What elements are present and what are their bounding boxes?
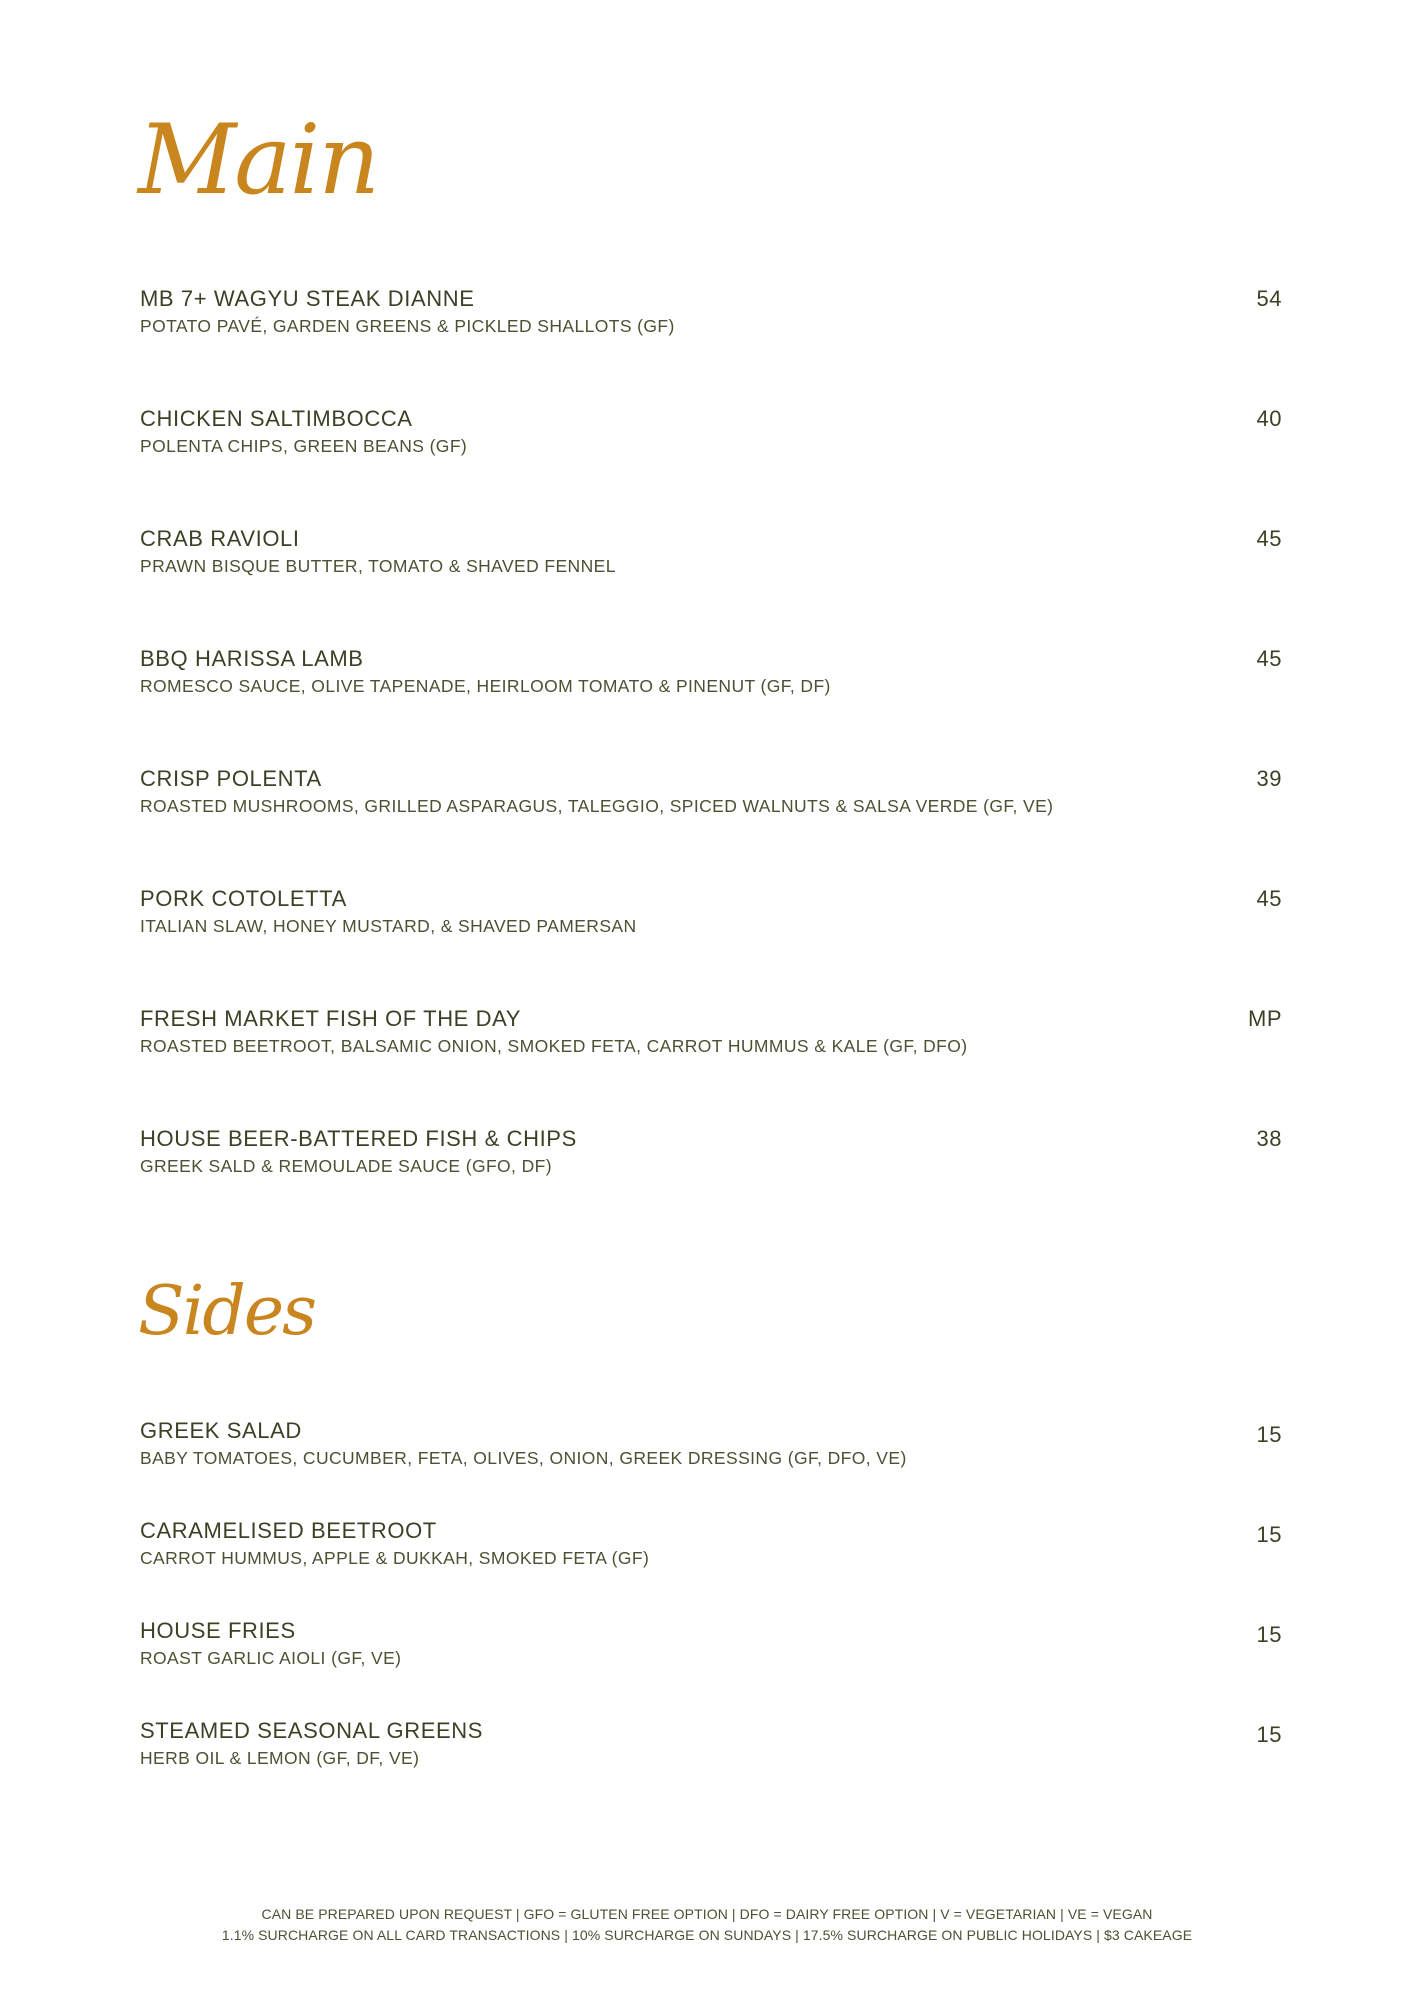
item-description: CARROT HUMMUS, APPLE & DUKKAH, SMOKED FETA (GF) xyxy=(140,1548,650,1568)
item-name: FRESH MARKET FISH OF THE DAY xyxy=(140,1006,522,1031)
item-price: 45 xyxy=(1256,886,1282,911)
item-price: MP xyxy=(1248,1006,1282,1031)
surcharge-notice: 1.1% SURCHARGE ON ALL CARD TRANSACTIONS | 10% SURCHARGE ON SUNDAYS | 17.5% SURCHARGE ON PUBLIC HOLIDAYS | $3 CAKEAGE xyxy=(221,1927,1193,1943)
item-price: 15 xyxy=(1256,1422,1282,1447)
menu-item-wagyu-steak-dianne xyxy=(140,284,1282,404)
item-name: GREEK SALAD xyxy=(140,1418,302,1443)
menu-item-crab-ravioli xyxy=(140,524,1282,644)
menu-item-crisp-polenta xyxy=(140,764,1282,884)
item-description: ROMESCO SAUCE, OLIVE TAPENADE, HEIRLOOM TOMATO & PINENUT (GF, DF) xyxy=(140,676,831,696)
menu-item-bbq-harissa-lamb xyxy=(140,644,1282,764)
item-price: 40 xyxy=(1256,406,1282,431)
main-section-heading: Main xyxy=(138,104,379,216)
menu-item-house-fries xyxy=(140,1616,1282,1716)
item-name: CRAB RAVIOLI xyxy=(140,526,300,551)
item-description: ITALIAN SLAW, HONEY MUSTARD, & SHAVED PAMERSAN xyxy=(140,916,637,936)
main-menu-list xyxy=(140,284,1282,1244)
menu-item-fresh-market-fish xyxy=(140,1004,1282,1124)
item-description: GREEK SALD & REMOULADE SAUCE (GFO, DF) xyxy=(140,1156,552,1176)
item-description: ROASTED BEETROOT, BALSAMIC ONION, SMOKED FETA, CARROT HUMMUS & KALE (GF, DFO) xyxy=(140,1036,968,1056)
menu-item-greek-salad xyxy=(140,1416,1282,1516)
item-price: 15 xyxy=(1256,1622,1282,1647)
item-name: BBQ HARISSA LAMB xyxy=(140,646,364,671)
item-price: 45 xyxy=(1256,526,1282,551)
sides-section-heading: Sides xyxy=(138,1272,315,1351)
item-name: HOUSE FRIES xyxy=(140,1618,296,1643)
item-name: CRISP POLENTA xyxy=(140,766,322,791)
menu-item-fish-and-chips xyxy=(140,1124,1282,1244)
menu-item-steamed-seasonal-greens xyxy=(140,1716,1282,1816)
menu-item-pork-cotoletta xyxy=(140,884,1282,1004)
item-name: STEAMED SEASONAL GREENS xyxy=(140,1718,484,1743)
item-price: 38 xyxy=(1256,1126,1282,1151)
item-price: 15 xyxy=(1256,1722,1282,1747)
item-name: CHICKEN SALTIMBOCCA xyxy=(140,406,413,431)
item-price: 15 xyxy=(1256,1522,1282,1547)
item-price: 54 xyxy=(1256,286,1282,311)
sides-menu-list xyxy=(140,1416,1282,1816)
item-description: POTATO PAVÉ, GARDEN GREENS & PICKLED SHALLOTS (GF) xyxy=(140,316,675,336)
item-name: CARAMELISED BEETROOT xyxy=(140,1518,437,1543)
item-description: POLENTA CHIPS, GREEN BEANS (GF) xyxy=(140,436,468,456)
menu-item-chicken-saltimbocca xyxy=(140,404,1282,524)
item-description: HERB OIL & LEMON (GF, DF, VE) xyxy=(140,1748,420,1768)
item-description: BABY TOMATOES, CUCUMBER, FETA, OLIVES, ONION, GREEK DRESSING (GF, DFO, VE) xyxy=(140,1448,907,1468)
item-name: HOUSE BEER-BATTERED FISH & CHIPS xyxy=(140,1126,577,1151)
footer-notes xyxy=(0,1904,1414,1946)
item-name: MB 7+ WAGYU STEAK DIANNE xyxy=(140,286,475,311)
item-price: 39 xyxy=(1256,766,1282,791)
menu-item-caramelised-beetroot xyxy=(140,1516,1282,1616)
item-description: ROASTED MUSHROOMS, GRILLED ASPARAGUS, TALEGGIO, SPICED WALNUTS & SALSA VERDE (GF, VE) xyxy=(140,796,1054,816)
item-name: PORK COTOLETTA xyxy=(140,886,347,911)
dietary-legend: CAN BE PREPARED UPON REQUEST | GFO = GLUTEN FREE OPTION | DFO = DAIRY FREE OPTION | V = VEGETARIAN | VE = VEGAN xyxy=(261,1906,1153,1922)
item-description: ROAST GARLIC AIOLI (GF, VE) xyxy=(140,1648,402,1668)
item-description: PRAWN BISQUE BUTTER, TOMATO & SHAVED FENNEL xyxy=(140,556,616,576)
item-price: 45 xyxy=(1256,646,1282,671)
